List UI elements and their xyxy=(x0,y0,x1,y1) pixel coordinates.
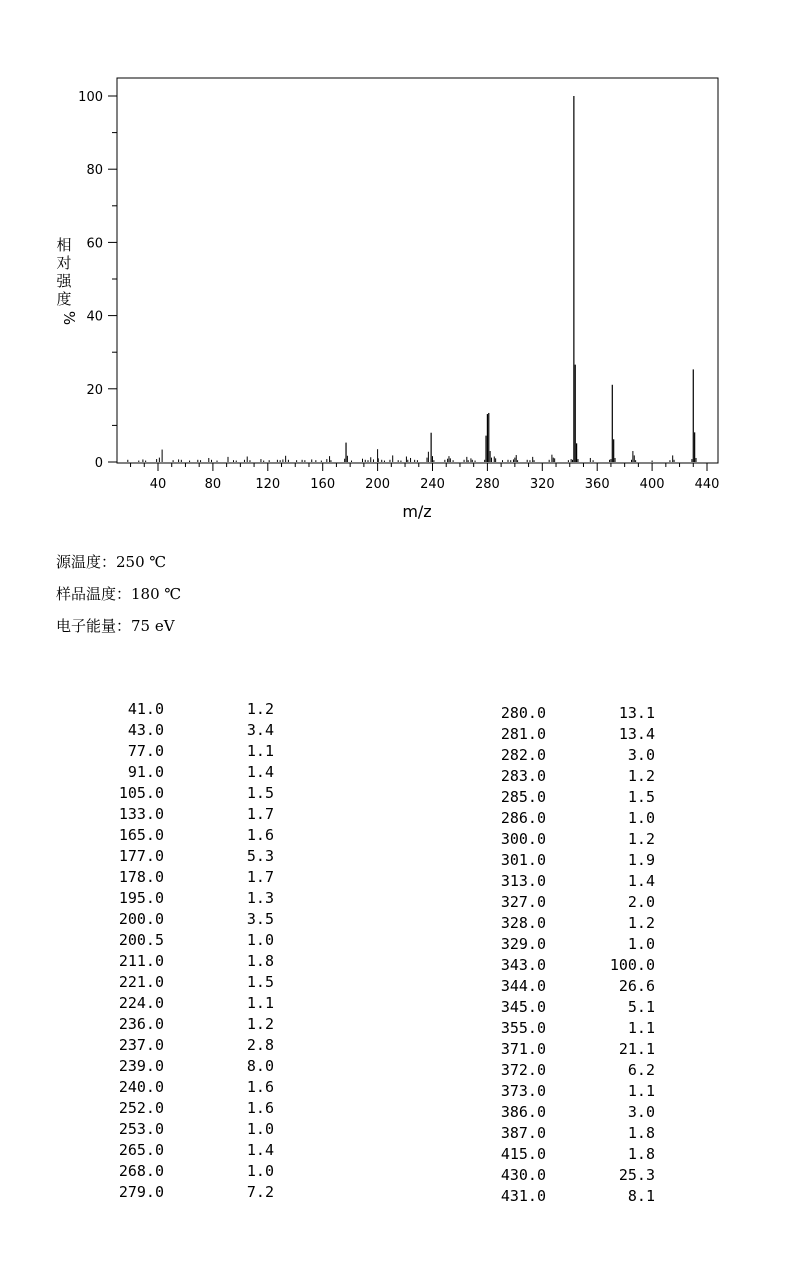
sample-temperature-text: 样品温度：180 ℃ xyxy=(56,585,182,603)
mz-cell: 345.0 xyxy=(500,998,546,1016)
mz-cell: 268.0 xyxy=(118,1162,164,1180)
y-tick-label: 60 xyxy=(86,236,103,252)
table-row xyxy=(100,1035,274,1056)
intensity-cell: 26.6 xyxy=(618,977,655,995)
mz-cell: 200.0 xyxy=(118,910,164,928)
table-row xyxy=(482,745,655,766)
table-row xyxy=(100,741,274,762)
table-row xyxy=(482,1060,655,1081)
intensity-cell: 1.1 xyxy=(627,1019,655,1037)
intensity-cell: 13.4 xyxy=(618,725,655,743)
peak-series xyxy=(128,96,696,462)
table-row xyxy=(100,972,274,993)
intensity-cell: 1.2 xyxy=(627,914,655,932)
table-row xyxy=(100,699,274,720)
intensity-cell: 1.2 xyxy=(627,830,655,848)
intensity-cell: 1.5 xyxy=(246,973,274,991)
intensity-cell: 1.6 xyxy=(246,1078,274,1096)
source-temperature-text: 源温度：250 ℃ xyxy=(56,553,167,571)
peak-table-left xyxy=(100,699,274,1203)
mz-cell: 221.0 xyxy=(118,973,164,991)
plot-frame xyxy=(117,78,718,463)
table-row xyxy=(482,1123,655,1144)
mz-cell: 236.0 xyxy=(118,1015,164,1033)
y-axis-label-char: 相 xyxy=(56,236,72,254)
table-row xyxy=(482,1144,655,1165)
y-tick-label: 100 xyxy=(78,90,103,105)
x-tick-label: 240 xyxy=(420,477,445,492)
intensity-cell: 3.0 xyxy=(627,746,655,764)
x-tick-label: 320 xyxy=(529,477,555,492)
table-row xyxy=(100,1014,274,1035)
x-tick-label: 200 xyxy=(365,477,391,492)
table-row xyxy=(482,766,655,787)
mz-cell: 237.0 xyxy=(118,1036,164,1054)
mz-cell: 91.0 xyxy=(127,763,164,781)
intensity-cell: 1.0 xyxy=(627,809,655,827)
mz-cell: 431.0 xyxy=(500,1187,546,1205)
table-row xyxy=(482,871,655,892)
table-row xyxy=(100,1161,274,1182)
intensity-cell: 13.1 xyxy=(618,704,655,722)
table-row xyxy=(482,703,655,724)
intensity-cell: 1.2 xyxy=(246,1015,274,1033)
x-tick-label: 280 xyxy=(474,477,500,492)
x-tick-label: 120 xyxy=(255,477,281,492)
intensity-cell: 8.0 xyxy=(246,1057,274,1075)
intensity-cell: 1.9 xyxy=(627,851,655,869)
mz-cell: 253.0 xyxy=(118,1120,164,1138)
intensity-cell: 1.0 xyxy=(627,935,655,953)
intensity-cell: 25.3 xyxy=(618,1166,655,1184)
y-axis xyxy=(78,90,117,471)
mz-cell: 372.0 xyxy=(500,1061,546,1079)
table-row xyxy=(482,850,655,871)
y-tick-label: 80 xyxy=(86,163,103,179)
mz-cell: 43.0 xyxy=(127,721,164,739)
table-row xyxy=(482,829,655,850)
mz-cell: 211.0 xyxy=(118,952,164,970)
intensity-cell: 1.6 xyxy=(246,1099,274,1117)
mz-cell: 344.0 xyxy=(500,977,546,995)
intensity-cell: 100.0 xyxy=(609,956,655,974)
table-row xyxy=(100,720,274,741)
table-row xyxy=(482,955,655,976)
mz-cell: 286.0 xyxy=(500,809,546,827)
table-row xyxy=(100,1056,274,1077)
mz-cell: 282.0 xyxy=(500,746,546,764)
table-row xyxy=(100,867,274,888)
intensity-cell: 1.7 xyxy=(246,868,274,886)
mz-cell: 280.0 xyxy=(500,704,546,722)
table-row xyxy=(100,1119,274,1140)
mz-cell: 105.0 xyxy=(118,784,164,802)
intensity-cell: 1.1 xyxy=(627,1082,655,1100)
intensity-cell: 1.0 xyxy=(246,931,274,949)
intensity-cell: 21.1 xyxy=(618,1040,655,1058)
mz-cell: 177.0 xyxy=(118,847,164,865)
intensity-cell: 8.1 xyxy=(627,1187,655,1205)
x-axis-label: m/z xyxy=(402,502,432,521)
y-axis-label-char: 强 xyxy=(56,272,72,290)
table-row xyxy=(100,1182,274,1203)
mz-cell: 265.0 xyxy=(118,1141,164,1159)
table-row xyxy=(482,934,655,955)
y-tick-label: 20 xyxy=(86,382,103,398)
table-row xyxy=(100,846,274,867)
mz-cell: 281.0 xyxy=(500,725,546,743)
intensity-cell: 1.7 xyxy=(246,805,274,823)
mz-cell: 313.0 xyxy=(500,872,546,890)
mz-cell: 200.5 xyxy=(118,931,164,949)
mz-cell: 240.0 xyxy=(118,1078,164,1096)
table-row xyxy=(482,997,655,1018)
intensity-cell: 5.3 xyxy=(246,847,274,865)
table-row xyxy=(482,1102,655,1123)
electron-energy-text: 电子能量：75 eV xyxy=(56,617,175,635)
intensity-cell: 1.4 xyxy=(246,763,274,781)
mz-cell: 224.0 xyxy=(118,994,164,1012)
mz-cell: 283.0 xyxy=(500,767,546,785)
peak-table-right xyxy=(482,703,655,1207)
sample-temperature xyxy=(56,583,181,605)
intensity-cell: 1.5 xyxy=(627,788,655,806)
table-row xyxy=(100,909,274,930)
mz-cell: 252.0 xyxy=(118,1099,164,1117)
intensity-cell: 6.2 xyxy=(627,1061,655,1079)
table-row xyxy=(482,1186,655,1207)
x-tick-label: 40 xyxy=(149,477,167,492)
intensity-cell: 3.0 xyxy=(627,1103,655,1121)
intensity-cell: 2.0 xyxy=(627,893,655,911)
mz-cell: 133.0 xyxy=(118,805,164,823)
mz-cell: 77.0 xyxy=(127,742,164,760)
x-tick-label: 160 xyxy=(310,477,336,492)
intensity-cell: 1.4 xyxy=(246,1141,274,1159)
mz-cell: 386.0 xyxy=(500,1103,546,1121)
table-row xyxy=(482,724,655,745)
mz-cell: 387.0 xyxy=(500,1124,546,1142)
intensity-cell: 1.8 xyxy=(627,1145,655,1163)
intensity-cell: 1.6 xyxy=(246,826,274,844)
y-axis-label-char: % xyxy=(60,310,78,326)
intensity-cell: 7.2 xyxy=(246,1183,274,1201)
mz-cell: 329.0 xyxy=(500,935,546,953)
intensity-cell: 1.0 xyxy=(246,1120,274,1138)
intensity-cell: 5.1 xyxy=(627,998,655,1016)
intensity-cell: 1.8 xyxy=(246,952,274,970)
table-row xyxy=(482,808,655,829)
intensity-cell: 1.4 xyxy=(627,872,655,890)
table-row xyxy=(482,1018,655,1039)
mz-cell: 328.0 xyxy=(500,914,546,932)
mass-spectrum-chart xyxy=(0,0,794,530)
table-row xyxy=(482,913,655,934)
table-row xyxy=(100,993,274,1014)
table-row xyxy=(100,888,274,909)
table-row xyxy=(100,762,274,783)
intensity-cell: 1.2 xyxy=(627,767,655,785)
mz-cell: 195.0 xyxy=(118,889,164,907)
table-row xyxy=(100,1098,274,1119)
source-temperature xyxy=(56,551,166,573)
mz-cell: 239.0 xyxy=(118,1057,164,1075)
table-row xyxy=(482,892,655,913)
mz-cell: 165.0 xyxy=(118,826,164,844)
x-axis xyxy=(131,463,720,492)
intensity-cell: 1.2 xyxy=(246,700,274,718)
intensity-cell: 3.5 xyxy=(246,910,274,928)
intensity-cell: 1.3 xyxy=(246,889,274,907)
mz-cell: 430.0 xyxy=(500,1166,546,1184)
mz-cell: 285.0 xyxy=(500,788,546,806)
table-row xyxy=(482,1039,655,1060)
y-axis-label xyxy=(56,236,78,325)
intensity-cell: 1.1 xyxy=(246,994,274,1012)
table-row xyxy=(100,1077,274,1098)
table-row xyxy=(100,951,274,972)
y-axis-label-char: 度 xyxy=(56,290,72,308)
mz-cell: 300.0 xyxy=(500,830,546,848)
mz-cell: 301.0 xyxy=(500,851,546,869)
table-row xyxy=(100,804,274,825)
intensity-cell: 1.1 xyxy=(246,742,274,760)
table-row xyxy=(482,1165,655,1186)
mz-cell: 41.0 xyxy=(127,700,164,718)
mz-cell: 415.0 xyxy=(500,1145,546,1163)
y-tick-label: 40 xyxy=(86,309,103,325)
table-row xyxy=(100,825,274,846)
table-row xyxy=(100,783,274,804)
table-row xyxy=(100,930,274,951)
intensity-cell: 1.5 xyxy=(246,784,274,802)
mz-cell: 178.0 xyxy=(118,868,164,886)
intensity-cell: 3.4 xyxy=(246,721,274,739)
y-tick-label: 0 xyxy=(94,456,103,471)
x-tick-label: 440 xyxy=(694,477,720,492)
table-row xyxy=(482,1081,655,1102)
intensity-cell: 1.0 xyxy=(246,1162,274,1180)
x-tick-label: 360 xyxy=(584,477,610,492)
mz-cell: 373.0 xyxy=(500,1082,546,1100)
table-row xyxy=(100,1140,274,1161)
x-tick-label: 80 xyxy=(204,477,222,492)
table-row xyxy=(482,976,655,997)
intensity-cell: 2.8 xyxy=(246,1036,274,1054)
mz-cell: 371.0 xyxy=(500,1040,546,1058)
mz-cell: 279.0 xyxy=(118,1183,164,1201)
electron-energy xyxy=(56,615,175,637)
mz-cell: 327.0 xyxy=(500,893,546,911)
mz-cell: 355.0 xyxy=(500,1019,546,1037)
intensity-cell: 1.8 xyxy=(627,1124,655,1142)
x-tick-label: 400 xyxy=(639,477,665,492)
table-row xyxy=(482,787,655,808)
mz-cell: 343.0 xyxy=(500,956,546,974)
y-axis-label-char: 对 xyxy=(56,254,72,272)
